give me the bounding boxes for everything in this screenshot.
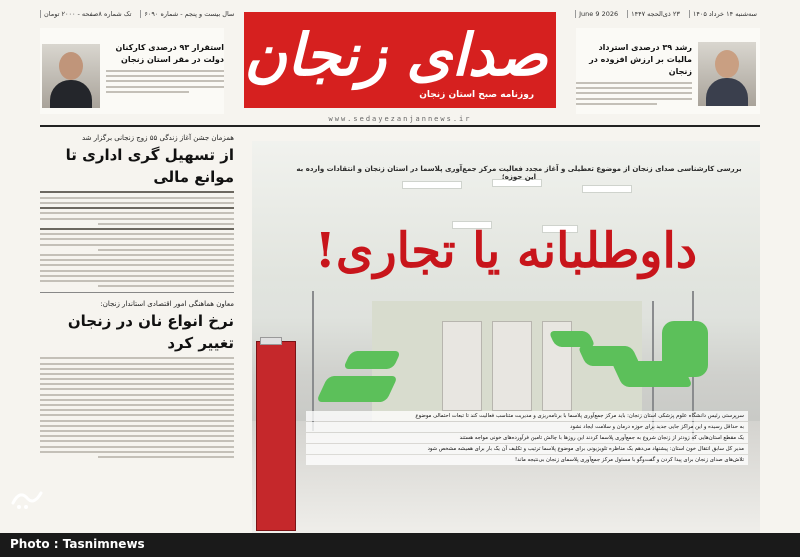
main-story-title: داوطلبانه یا تجاری! <box>314 223 698 279</box>
story1-kicker: همزمان جشن آغاز زندگی ۵۵ زوج زنجانی برگزار شد <box>81 134 234 142</box>
story2-kicker: معاون هماهنگی امور اقتصادی استاندار زنجان: <box>100 300 234 309</box>
story1-body <box>40 191 234 287</box>
photo-credit: Photo : Tasnimnews <box>10 537 145 551</box>
issue-number: سال بیست و پنجم - شماره ۶۰۹۰ <box>140 10 237 18</box>
issue-price: تک شماره ۸صفحه - ۲۰۰۰ تومان <box>40 10 134 18</box>
note-item: یک مقطع استان‌هایی که زودتر از زنجان شروع به جمع‌آوری پلاسما کردند این روزها با چالش تامین فرآورده‌های خونی مواجه هستند <box>306 433 748 443</box>
masthead-website: www.sedayezanjannews.ir <box>328 115 472 123</box>
story2-body <box>40 357 234 458</box>
portrait-photo <box>42 44 100 108</box>
main-story-photo <box>252 141 760 533</box>
issue-info <box>40 10 237 18</box>
tasnim-logo-icon <box>10 485 44 511</box>
teaser-left <box>40 28 224 114</box>
note-item: به حداقل رسیده و این مراکز جایی جدید برای حوزه درمان و سلامت ایجاد نشود <box>306 422 748 432</box>
date-hijri: ۲۳ ذی‌الحجه ۱۴۴۷ <box>627 10 683 18</box>
red-cabinet <box>256 341 296 531</box>
header-rule <box>40 125 760 127</box>
masthead-subtitle: روزنامه صبح استان زنجان <box>419 90 534 100</box>
note-item: مدیر کل سابق انتقال خون استان: پیشنهاد می‌دهم یک مناظره تلویزیونی برای موضوع پلاسما ترتیب و تکلیف آن یک بار برای همیشه مشخص شود <box>306 444 748 454</box>
date-persian: سه‌شنبه ۱۴ خرداد ۱۴۰۵ <box>689 10 760 18</box>
teaser-left-headline: استقرار ۹۳ درصدی کارکنان دولت در مقر استان زنجان <box>115 43 224 64</box>
date-gregorian: June 9 2026 <box>575 10 621 18</box>
portrait-photo <box>698 42 756 106</box>
left-column <box>40 132 234 532</box>
teaser-right-headline: رشد ۳۹ درصدی استرداد مالیات بر ارزش افزوده در زنجان <box>589 43 692 76</box>
story2-headline: نرخ انواع نان در زنجان تغییر کرد <box>67 312 234 353</box>
note-item: سرپرستی رئیس دانشگاه علوم پزشکی استان زنجان: باید مرکز جمع‌آوری پلاسما با برنامه‌ریزی و مدیریت متناسب فعالیت کند تا تبعات احتمالی موضوع <box>306 411 748 421</box>
main-story-notes <box>306 411 748 466</box>
date-line <box>575 10 760 18</box>
treatment-chair <box>662 321 708 377</box>
teaser-right <box>576 28 760 114</box>
treatment-chair <box>548 331 595 347</box>
note-item: تلاش‌های صدای زنجان برای پیدا کردن و گفت‌وگو با مسئول مرکز جمع‌آوری پلاسمای زنجان بی‌نتیجه ماند! <box>306 455 748 465</box>
main-story-caption: بررسی کارشناسی صدای زنجان از موضوع تعطیلی و آغاز مجدد فعالیت مرکز جمع‌آوری پلاسما در استان زنجان و انتقادات وارده به این حوزه؛ <box>296 165 742 181</box>
masthead <box>236 10 564 123</box>
masthead-title: صدای زنجان <box>244 21 548 89</box>
story1-headline: از تسهیل گری اداری تا موانع مالی <box>65 146 234 186</box>
column-divider <box>40 292 234 293</box>
treatment-chair <box>343 351 401 369</box>
treatment-chair <box>316 376 398 402</box>
